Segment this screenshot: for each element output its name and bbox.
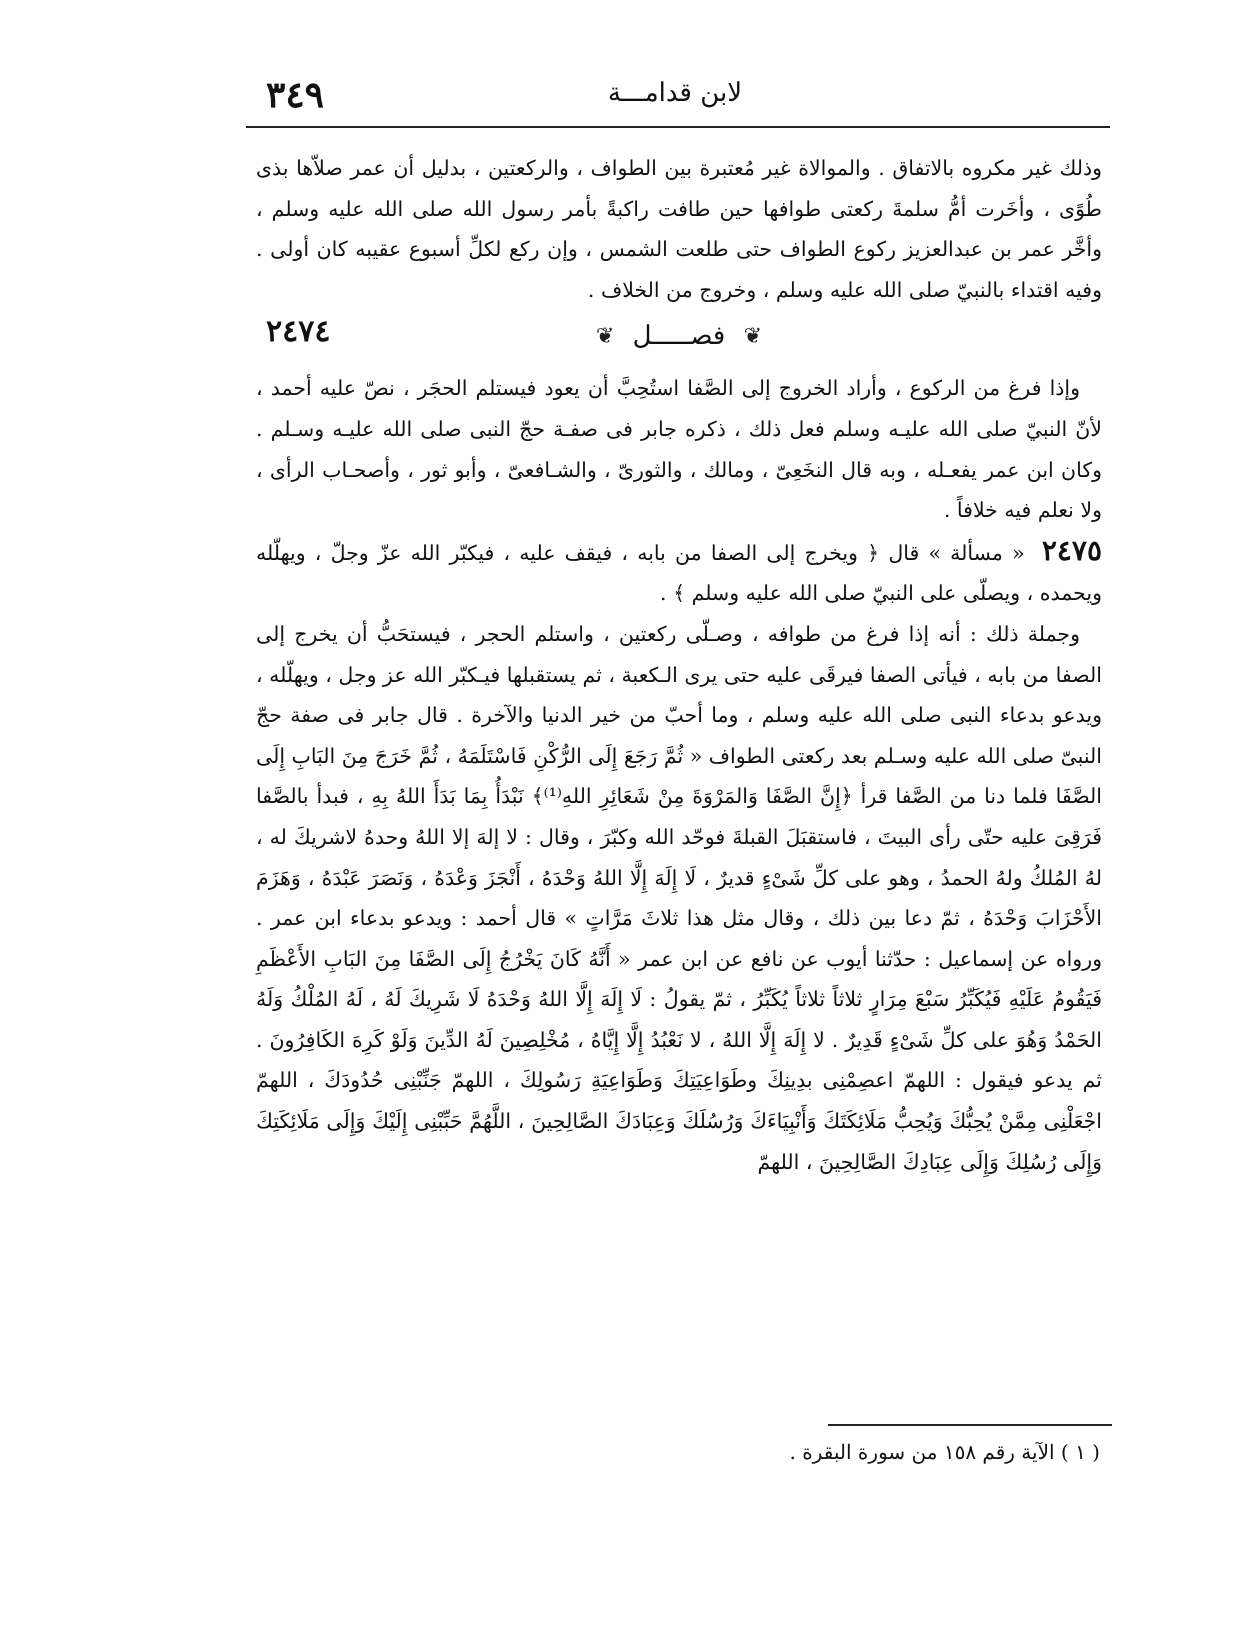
page-number: ٣٤٩ [266,74,325,116]
page-header [246,74,1104,124]
masala-text: « مسألة » قال ﴿ ويخرج إلى الصفا من بابه ، فيقف عليه ، فيكبّر الله عزّ وجلّ ، ويهلّله ويحمده ، ويصلّى على النبيّ صلى الله عليه وسلم ﴾ . [256,540,1102,606]
explanation-paragraph: وجملة ذلك : أنه إذا فرغ من طوافه ، وصـلّى ركعتين ، واستلم الحجر ، فيستحَبُّ أن يخرج إلى الصفا من بابه ، فيأتى الصفا فيرقَى عليه حتى يرى الـكعبة ، ثم يستقبلها فيـكبّر الله عز وجل ، ويهلّله ، ويدعو بدعاء النبى صلى الله عليه وسلم ، وما أحبّ من خير الدنيا والآخرة . قال جابر فى صفة حجّ النبىّ صلى الله عليه وسـلم بعد ركعتى الطواف « ثُمَّ رَجَعَ إِلَى الرُّكْنِ فَاسْتَلَمَهُ ، ثُمَّ خَرَجَ مِنَ البَابِ إِلَى الصَّفَا فلما دنا من الصَّفا قرأ ﴿إِنَّ الصَّفَا وَالمَرْوَةَ مِنْ شَعَائِرِ اللهِ⁽¹⁾﴾ نَبْدَأُ بِمَا بَدَأَ اللهُ بِهِ ، فبدأ بالصَّفا فَرَقِىَ عليه حتّى رأى البيتَ ، فاستقبَلَ القبلةَ فوحّد الله وكبّرَ ، وقال : لا إلهَ إلا اللهُ وحدهُ لاشريكَ له ، لهُ المُلكُ ولهُ الحمدُ ، وهو على كلِّ شَىْءٍ قديرٌ ، لَا إِلَهَ إِلَّا اللهُ وَحْدَهُ ، أَنْجَزَ وَعْدَهُ ، وَنَصَرَ عَبْدَهُ ، وَهَزَمَ الأَحْزَابَ وَحْدَهُ ، ثمّ دعا بين ذلك ، وقال مثل هذا ثلاثَ مَرَّاتٍ » قال أحمد : ويدعو بدعاء ابن عمر . ورواه عن إسماعيل : حدّثنا أيوب عن نافع عن ابن عمر « أَنَّهُ كَانَ يَخْرُجُ إِلَى الصَّفَا مِنَ البَابِ الأَعْظَمِ فَيَقُومُ عَلَيْهِ فَيُكَبِّرُ سَبْعَ مِرَارٍ ثلاثاً ثلاثاً يُكَبِّرُ ، ثمّ يقولُ : لَا إِلَهَ إِلَّا اللهُ وَحْدَهُ لَا شَرِيكَ لَهُ ، لَهُ المُلْكُ وَلَهُ الحَمْدُ وَهُوَ على كلِّ شَىْءٍ قَدِيرٌ . لا إِلَهَ إِلَّا اللهُ ، لا نَعْبُدُ إِلَّا إِيَّاهُ ، مُخْلِصِينَ لَهُ الدِّينَ وَلَوْ كَرِهَ الكَافِرُونَ . ثم يدعو فيقول : اللهمّ اعصِمْنِى بدِينِكَ وطَوَاعِيَتِكَ وَطَوَاعِيَةِ رَسُولِكَ ، اللهمّ جَنِّبْنِى حُدُودَكَ ، اللهمّ اجْعَلْنِى مِمَّنْ يُحِبُّكَ وَيُحِبُّ مَلَائِكَتَكَ وَأَنْبِيَاءَكَ وَرُسُلَكَ وَعِبَادَكَ الصَّالِحِينَ ، اللَّهُمَّ حَبِّبْنِى إِلَيْكَ وَإِلَى مَلَائِكَتِكَ وَإِلَى رُسُلِكَ وَإِلَى عِبَادِكَ الصَّالِحِينَ ، اللهمّ [256,621,1103,1174]
page-body [256,148,1102,1182]
footnote: ( ١ ) الآية رقم ١٥٨ من سورة البقرة . [789,1440,1100,1464]
header-rule [246,126,1110,128]
masala-number: ٢٤٧٥ [1041,533,1102,567]
running-title: لابن قدامـــة [607,78,743,108]
continuation-paragraph: وذلك غير مكروه بالاتفاق . والموالاة غير مُعتبرة بين الطواف ، والركعتين ، بدليل أن عمر صلاّها بذى طُوًى ، وأخَرت أمُّ سلمةَ ركعتى طوافها حين طافت راكبةً بأمر رسول الله صلى الله عليه وسلم ، وأخَّر عمر بن عبدالعزيز ركوع الطواف حتى طلعت الشمس ، وإن ركع لكلِّ أسبوع عقيبه كان أولى . وفيه اقتداء بالنبيّ صلى الله عليه وسلم ، وخروج من الخلاف . [256,156,1103,302]
masala-paragraph [256,531,1102,614]
ornament-right-icon: ❦ [743,324,763,350]
section-heading [256,310,1102,368]
footnote-rule [828,1424,1112,1426]
section-title: فصـــــل [632,321,726,352]
section-title-group [256,316,1102,357]
ornament-left-icon: ❦ [595,324,615,350]
section-number: ٢٤٧٤ [266,314,331,350]
section-paragraph: وإذا فرغ من الركوع ، وأراد الخروج إلى الصَّفا استُحِبَّ أن يعود فيستلم الحجَر ، نصّ عليه أحمد ، لأنّ النبيّ صلى الله عليـه وسلم فعل ذلك ، ذكره جابر فى صفـة حجّ النبى صلى الله عليـه وسـلم . وكان ابن عمر يفعـله ، وبه قال النخَعِىّ ، ومالك ، والثورىّ ، والشـافعىّ ، وأبو ثور ، وأصحـاب الرأى ، ولا نعلم فيه خلافاً . [256,376,1102,523]
